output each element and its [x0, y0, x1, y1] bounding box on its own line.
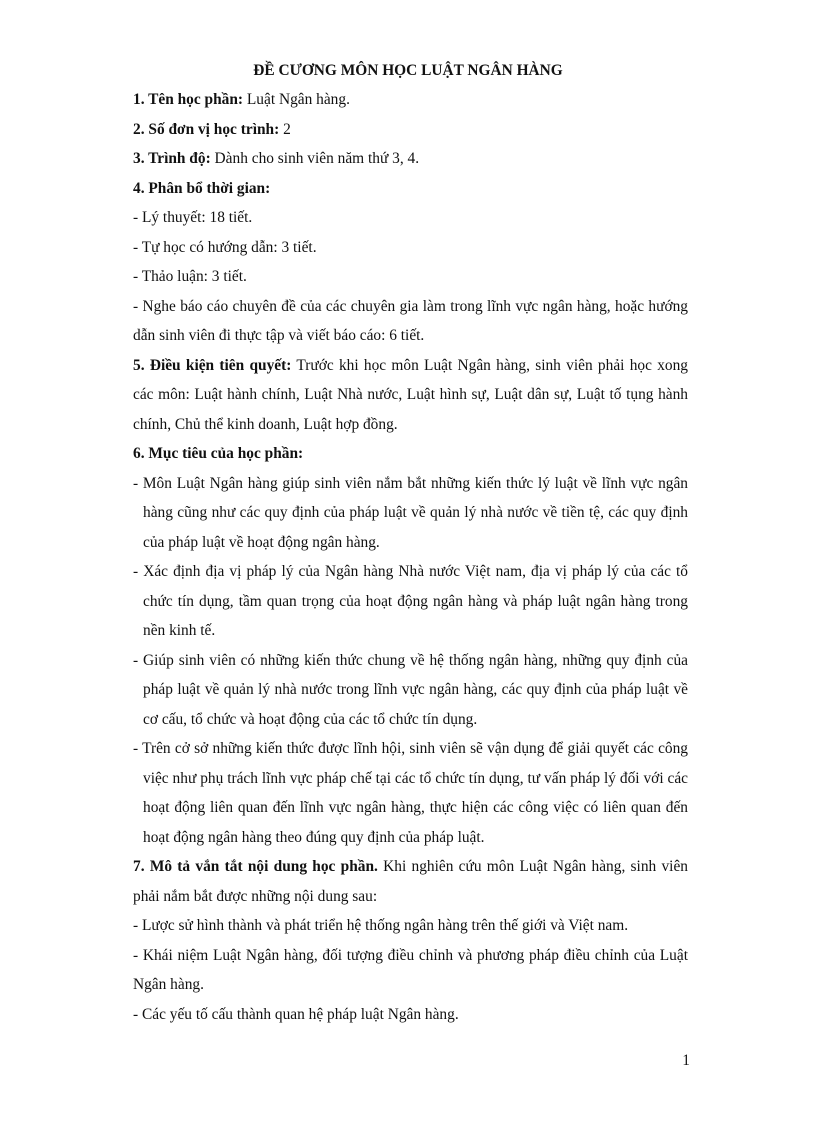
list-item: - Môn Luật Ngân hàng giúp sinh viên nắm bắt những kiến thức lý luật về lĩnh vực ngân hàng cũng như các quy định của pháp luật về quản lý nhà nước về tiền tệ, các quy định của pháp luật về hoạt động ngân hàng.: [133, 474, 688, 551]
list-item: - Khái niệm Luật Ngân hàng, đối tượng điều chỉnh và phương pháp điều chỉnh của Luật Ngân hàng.: [133, 946, 688, 993]
section-2-label: 2. Số đơn vị học trình:: [133, 120, 280, 138]
section-5: [133, 351, 688, 440]
list-item: - Xác định địa vị pháp lý của Ngân hàng Nhà nước Việt nam, địa vị pháp lý của các tổ chức tín dụng, tầm quan trọng của hoạt động ngân hàng và pháp luật ngân hàng trong nền kinh tế.: [133, 563, 688, 639]
section-1-label: 1. Tên học phần:: [133, 91, 244, 108]
section-5-label: 5. Điều kiện tiên quyết:: [133, 356, 292, 374]
section-7-text: Khi nghiên cứu môn Luật Ngân hàng, sinh viên phải nắm bắt được những nội dung sau:: [133, 858, 688, 905]
list-item: - Lược sử hình thành và phát triển hệ thống ngân hàng trên thế giới và Việt nam.: [133, 917, 629, 934]
section-7-label: 7. Mô tả vắn tắt nội dung học phần.: [133, 858, 378, 875]
section-5-text: Trước khi học môn Luật Ngân hàng, sinh viên phải học xong các môn: Luật hành chính, Luật Nhà nước, Luật hình sự, Luật dân sự, Luật tố tụng hành chính, Chủ thể kinh doanh, Luật hợp đồng.: [133, 356, 688, 433]
section-3: [133, 144, 688, 174]
section-1-text: Luật Ngân hàng.: [243, 91, 350, 108]
section-7: [133, 852, 688, 911]
list-item: - Các yếu tố cấu thành quan hệ pháp luật Ngân hàng.: [133, 1005, 459, 1023]
section-3-label: 3. Trình độ:: [133, 150, 211, 167]
list-item: - Nghe báo cáo chuyên đề của các chuyên gia làm trong lĩnh vực ngân hàng, hoặc hướng dẫn sinh viên đi thực tập và viết báo cáo: 6 tiết.: [133, 297, 688, 344]
section-4-label: 4. Phân bổ thời gian:: [133, 179, 271, 197]
section-2-text: 2: [279, 120, 291, 138]
page-title: ĐỀ CƯƠNG MÔN HỌC LUẬT NGÂN HÀNG: [253, 62, 563, 79]
list-item: - Trên cở sở những kiến thức được lĩnh hội, sinh viên sẽ vận dụng để giải quyết các công việc như phụ trách lĩnh vực pháp chế tại các tổ chức tín dụng, tư vấn pháp lý đối với các hoạt động liên quan đến lĩnh vực ngân hàng, thực hiện các công việc có liên quan đến hoạt động ngân hàng theo đúng quy định của pháp luật.: [133, 740, 688, 846]
list-item: - Thảo luận: 3 tiết.: [133, 268, 247, 285]
section-1: [133, 85, 688, 115]
list-item: - Tự học có hướng dẫn: 3 tiết.: [133, 238, 317, 256]
page-number: 1: [682, 1052, 690, 1069]
document-body: [133, 85, 688, 1029]
list-item: - Giúp sinh viên có những kiến thức chung về hệ thống ngân hàng, những quy định của pháp luật về quản lý nhà nước trong lĩnh vực ngân hàng, các quy định của pháp luật về cơ cấu, tổ chức và hoạt động của các tổ chức tín dụng.: [133, 651, 688, 728]
section-2: [133, 115, 688, 145]
section-3-text: Dành cho sinh viên năm thứ 3, 4.: [210, 150, 420, 167]
list-item: - Lý thuyết: 18 tiết.: [133, 209, 253, 226]
section-6-label: 6. Mục tiêu của học phần:: [133, 445, 304, 462]
